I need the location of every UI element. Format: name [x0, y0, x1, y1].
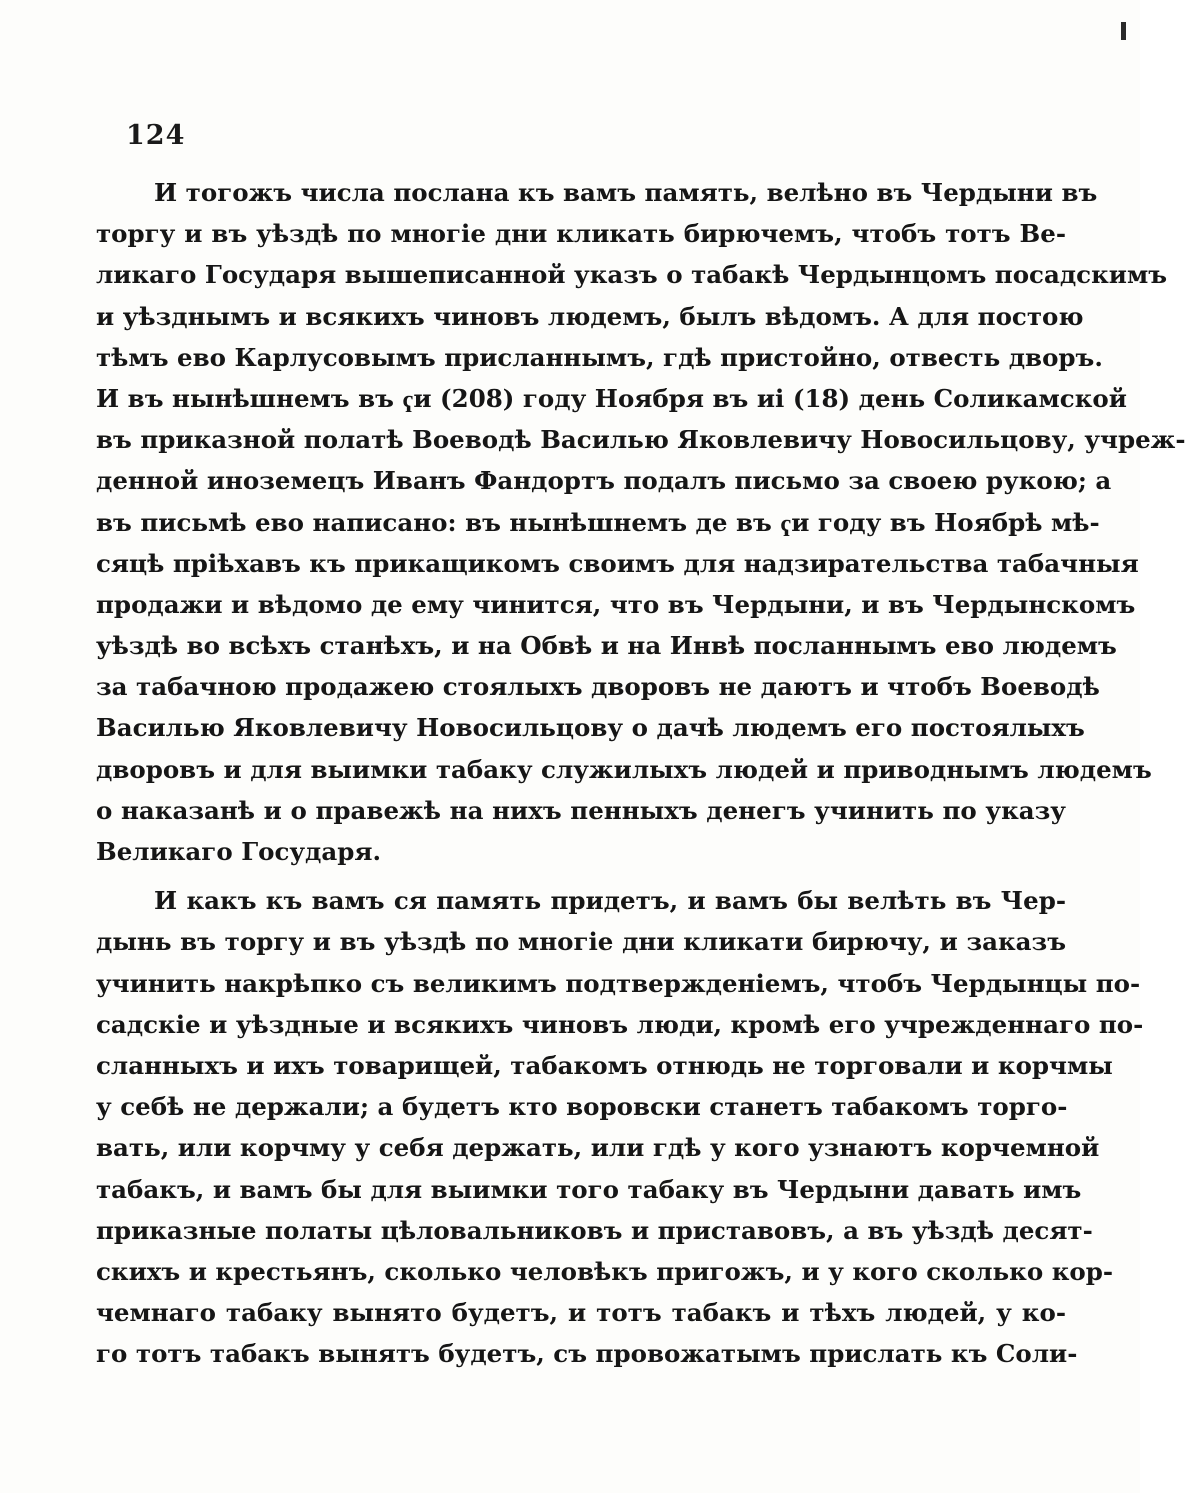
text-line: за табачною продажею стоялыхъ дворовъ не даютъ и чтобъ Воеводѣ [96, 672, 1100, 702]
text-line: продажи и вѣдомо де ему чинится, что въ Чердыни, и въ Чердынскомъ [96, 589, 1136, 619]
text-line: Великаго Государя. [96, 837, 382, 866]
text-line: садскіе и уѣздные и всякихъ чиновъ люди, кромѣ его учрежденнаго по- [96, 1009, 1144, 1039]
paragraph [96, 172, 1186, 872]
text-line: дворовъ и для выимки табаку служилыхъ людей и приводнымъ людемъ [96, 754, 1152, 784]
scan-edge-mark [1121, 22, 1126, 40]
text-line: го тотъ табакъ вынятъ будетъ, съ провожатымъ прислать къ Соли- [96, 1339, 1078, 1369]
text-line: чемнаго табаку вынято будетъ, и тотъ табакъ и тѣхъ людей, у ко- [96, 1298, 1066, 1328]
text-line: ликаго Государя вышеписанной указъ о табакѣ Чердынцомъ посадскимъ [96, 260, 1168, 290]
text-line: И какъ къ вамъ ся память придетъ, и вамъ бы велѣть въ Чер- [154, 886, 1066, 916]
text-line: вать, или корчму у себя держать, или гдѣ у кого узнаютъ корчемной [96, 1133, 1100, 1163]
text-line: и уѣзднымъ и всякихъ чиновъ людемъ, былъ вѣдомъ. А для постою [96, 301, 1084, 331]
text-line: сяцѣ пріѣхавъ къ прикащикомъ своимъ для надзирательства табачныя [96, 548, 1139, 578]
text-line: табакъ, и вамъ бы для выимки того табаку въ Чердыни давать имъ [96, 1174, 1082, 1204]
text-body [96, 172, 1186, 1374]
text-line: денной иноземецъ Иванъ Фандортъ подалъ письмо за своею рукою; а [96, 466, 1112, 496]
text-line: сланныхъ и ихъ товарищей, табакомъ отнюдь не торговали и корчмы [96, 1050, 1113, 1080]
text-line: торгу и въ уѣздѣ по многіе дни кликать бирючемъ, чтобъ тотъ Ве- [96, 219, 1066, 249]
paragraph [96, 880, 1144, 1374]
text-line: приказные полаты цѣловальниковъ и приставовъ, а въ уѣздѣ десят- [96, 1215, 1093, 1245]
text-line: Василью Яковлевичу Новосильцову о дачѣ людемъ его постоялыхъ [96, 713, 1085, 743]
text-line: тѣмъ ево Карлусовымъ присланнымъ, гдѣ пристойно, отвесть дворъ. [96, 342, 1103, 372]
text-line: уѣздѣ во всѣхъ станѣхъ, и на Обвѣ и на Инвѣ посланнымъ ево людемъ [96, 631, 1117, 661]
page-number: 124 [126, 120, 186, 151]
paragraph-gap [96, 872, 1066, 880]
text-line: въ письмѣ ево написано: въ нынѣшнемъ де въ ҁи году въ Ноябрѣ мѣ- [96, 507, 1100, 537]
text-line: дынь въ торгу и въ уѣздѣ по многіе дни кликати бирючу, и заказъ [96, 927, 1066, 957]
text-line: И тогожъ числа послана къ вамъ память, велѣно въ Чердыни въ [154, 178, 1098, 207]
text-line: скихъ и крестьянъ, сколько человѣкъ пригожъ, и у кого сколько кор- [96, 1256, 1114, 1286]
text-line: о наказанѣ и о правежѣ на нихъ пенныхъ денегъ учинить по указу [96, 795, 1066, 825]
text-line: у себѣ не держали; а будетъ кто воровски станетъ табакомъ торго- [96, 1092, 1068, 1122]
text-line: И въ нынѣшнемъ въ ҁи (208) году Ноября въ иі (18) день Соликамской [96, 383, 1127, 413]
text-line: учинить накрѣпко съ великимъ подтвержденіемъ, чтобъ Чердынцы по- [96, 968, 1141, 998]
text-line: въ приказной полатѣ Воеводѣ Василью Яковлевичу Новосильцову, учреж- [96, 425, 1186, 455]
